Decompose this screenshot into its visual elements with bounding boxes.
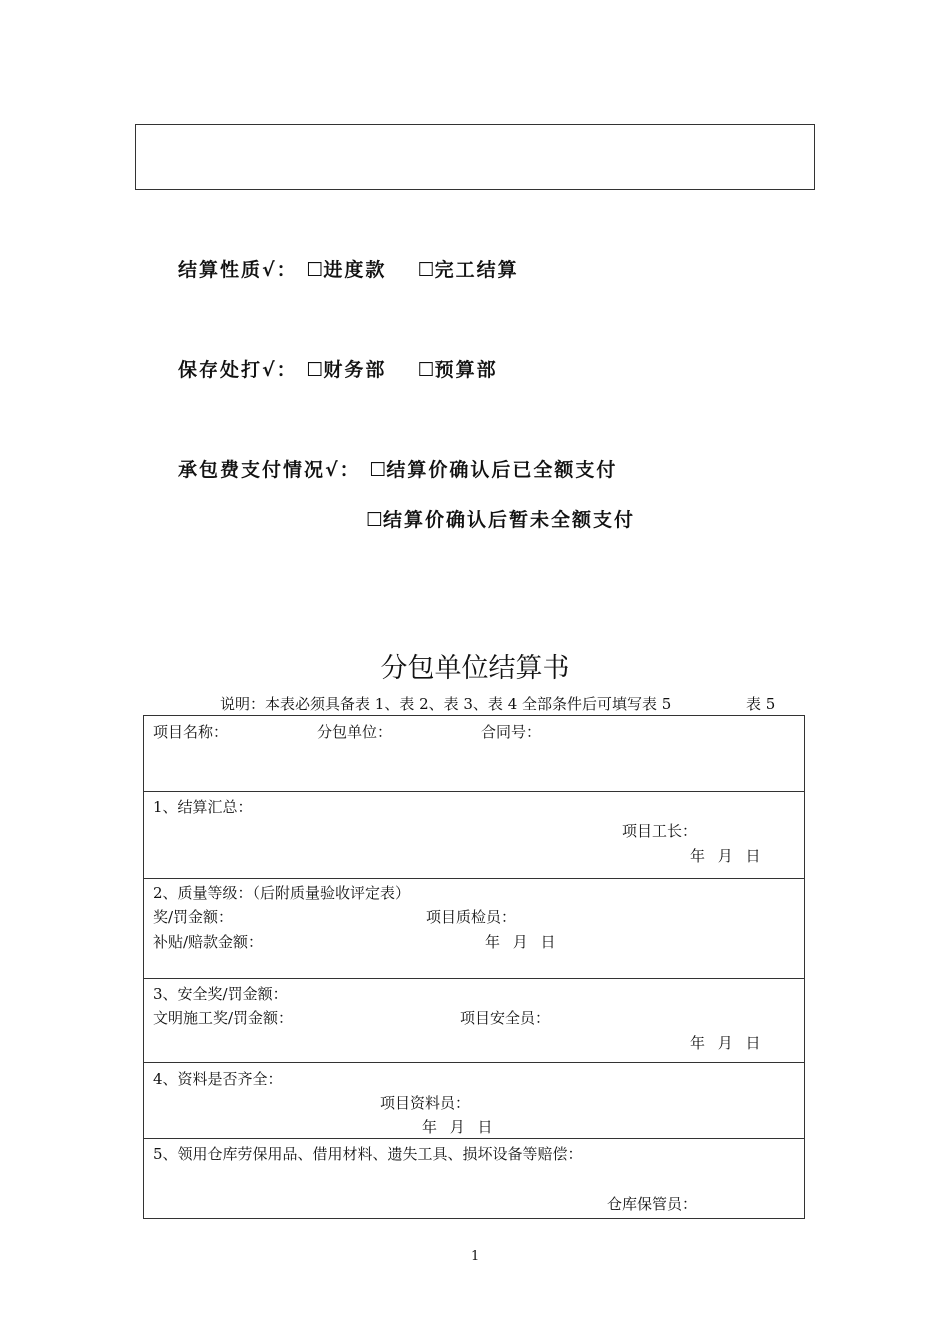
compensation-field[interactable]: 5、领用仓库劳保用品、借用材料、遗失工具、损坏设备等赔偿： <box>153 1145 583 1163</box>
safety-officer-field[interactable]: 项目安全员： <box>460 1009 551 1027</box>
row-divider <box>144 978 804 979</box>
subcontractor-field[interactable]: 分包单位： <box>317 723 393 741</box>
checkbox-icon[interactable]: ☐ <box>417 359 435 381</box>
quality-date-field[interactable]: 年 月 日 <box>485 933 556 951</box>
documents-date-field[interactable]: 年 月 日 <box>422 1118 493 1136</box>
settlement-summary-field[interactable]: 1、结算汇总： <box>153 798 253 816</box>
quality-grade-field[interactable]: 2、质量等级：（后附质量验收评定表） <box>153 884 411 902</box>
checkbox-icon[interactable]: ☐ <box>306 259 324 281</box>
page-number: 1 <box>471 1249 480 1264</box>
row-divider <box>144 791 804 792</box>
documents-clerk-field[interactable]: 项目资料员： <box>380 1094 471 1112</box>
subsidy-field[interactable]: 补贴/赔款金额： <box>153 933 264 951</box>
payment-status-label: 承包费支付情况√： <box>178 459 361 481</box>
paid-in-full-option[interactable]: ☐结算价确认后已全额支付 <box>369 459 618 481</box>
checkbox-icon[interactable]: ☐ <box>369 459 387 481</box>
project-name-field[interactable]: 项目名称： <box>153 723 229 741</box>
civil-construction-reward-field[interactable]: 文明施工奖/罚金额： <box>153 1009 294 1027</box>
foreman-signature-field[interactable]: 项目工长： <box>622 822 698 840</box>
page-title: 分包单位结算书 <box>380 653 570 684</box>
contract-no-field[interactable]: 合同号： <box>481 723 542 741</box>
row-divider <box>144 1138 804 1139</box>
quality-reward-field[interactable]: 奖/罚金额： <box>153 908 234 926</box>
table-number: 表 5 <box>746 695 776 713</box>
warehouse-keeper-field[interactable]: 仓库保管员： <box>607 1195 698 1213</box>
budget-dept-option[interactable]: ☐预算部 <box>417 359 498 381</box>
safety-date-field[interactable]: 年 月 日 <box>690 1034 761 1052</box>
not-paid-in-full-option[interactable]: ☐结算价确认后暂未全额支付 <box>366 509 636 531</box>
completion-settlement-option[interactable]: ☐完工结算 <box>417 259 519 281</box>
checkbox-icon[interactable]: ☐ <box>306 359 324 381</box>
row-divider <box>144 878 804 879</box>
instruction-note: 说明：本表必须具备表 1、表 2、表 3、表 4 全部条件后可填写表 5 <box>220 695 672 713</box>
quality-inspector-field[interactable]: 项目质检员： <box>426 908 517 926</box>
storage-row <box>178 355 498 382</box>
settlement-nature-label: 结算性质√： <box>178 259 298 281</box>
safety-reward-field[interactable]: 3、安全奖/罚金额： <box>153 985 288 1003</box>
foreman-date-field[interactable]: 年 月 日 <box>690 847 761 865</box>
row-divider <box>144 1062 804 1063</box>
checkbox-icon[interactable]: ☐ <box>366 509 384 531</box>
payment-status-row <box>178 455 617 482</box>
checkbox-icon[interactable]: ☐ <box>417 259 435 281</box>
header-blank-box <box>135 124 815 190</box>
settlement-nature-row <box>178 255 519 282</box>
documents-complete-field[interactable]: 4、资料是否齐全： <box>153 1070 283 1088</box>
settlement-form-table <box>143 715 805 1219</box>
progress-payment-option[interactable]: ☐进度款 <box>306 259 387 281</box>
storage-label: 保存处打√： <box>178 359 298 381</box>
finance-dept-option[interactable]: ☐财务部 <box>306 359 387 381</box>
